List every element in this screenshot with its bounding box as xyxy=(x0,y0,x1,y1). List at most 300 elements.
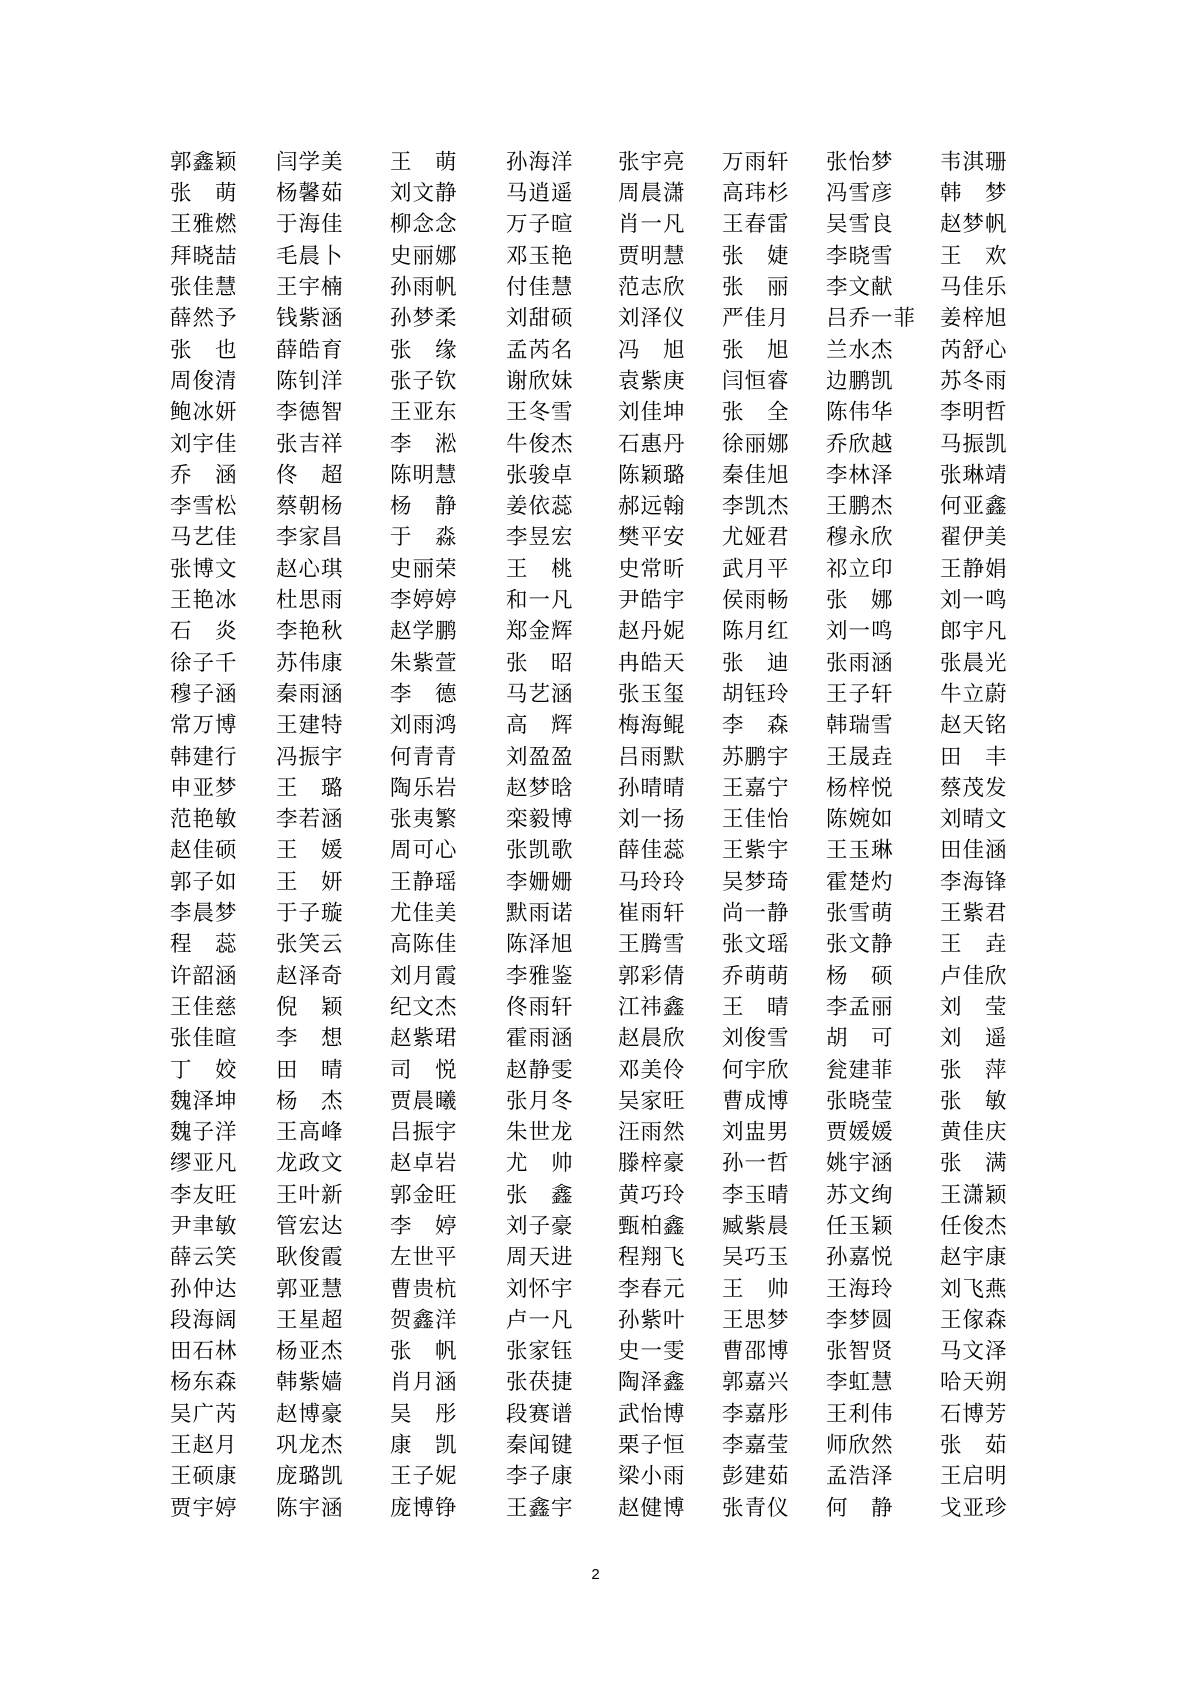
name-entry: 周可心 xyxy=(390,838,458,864)
name-entry: 冯 旭 xyxy=(618,337,686,363)
name-row xyxy=(170,397,1030,428)
name-entry: 王 晴 xyxy=(722,994,790,1020)
name-entry: 刘 莹 xyxy=(940,994,1008,1020)
name-entry: 黄佳庆 xyxy=(940,1120,1008,1146)
name-entry: 卢佳欣 xyxy=(940,963,1008,989)
name-entry: 杜思雨 xyxy=(276,588,344,614)
name-entry: 李友旺 xyxy=(170,1182,238,1208)
name-row xyxy=(170,585,1030,616)
name-entry: 李明哲 xyxy=(940,400,1008,426)
name-entry: 李婷婷 xyxy=(390,588,458,614)
name-entry: 王 萌 xyxy=(390,149,458,175)
name-entry: 张凯歌 xyxy=(506,838,574,864)
name-row xyxy=(170,1336,1030,1367)
name-entry: 牛立蔚 xyxy=(940,681,1008,707)
name-entry: 何青青 xyxy=(390,744,458,770)
name-entry: 张 旭 xyxy=(722,337,790,363)
name-entry: 秦闻键 xyxy=(506,1433,574,1459)
name-entry: 徐丽娜 xyxy=(722,431,790,457)
name-entry: 郭子如 xyxy=(170,869,238,895)
name-row xyxy=(170,773,1030,804)
name-entry: 和一凡 xyxy=(506,588,574,614)
name-entry: 贾媛媛 xyxy=(826,1120,894,1146)
name-entry: 卢一凡 xyxy=(506,1307,574,1333)
name-entry: 栗子恒 xyxy=(618,1433,686,1459)
name-entry: 张文静 xyxy=(826,932,894,958)
name-entry: 孟浩泽 xyxy=(826,1464,894,1490)
name-entry: 刘雨鸿 xyxy=(390,713,458,739)
name-entry: 吕雨默 xyxy=(618,744,686,770)
name-entry: 刘俊雪 xyxy=(722,1026,790,1052)
name-entry: 缪亚凡 xyxy=(170,1151,238,1177)
name-entry: 张 帆 xyxy=(390,1339,458,1365)
name-entry: 胡钰玲 xyxy=(722,681,790,707)
name-entry: 蔡茂发 xyxy=(940,775,1008,801)
name-entry: 穆永欣 xyxy=(826,525,894,551)
name-entry: 尹聿敏 xyxy=(170,1213,238,1239)
name-entry: 张 昭 xyxy=(506,650,574,676)
name-entry: 张博文 xyxy=(170,556,238,582)
name-row xyxy=(170,742,1030,773)
name-entry: 曹邵博 xyxy=(722,1339,790,1365)
name-entry: 杨东森 xyxy=(170,1370,238,1396)
name-entry: 乔萌萌 xyxy=(722,963,790,989)
name-entry: 韩建行 xyxy=(170,744,238,770)
name-entry: 刘一扬 xyxy=(618,807,686,833)
name-entry: 李文献 xyxy=(826,275,894,301)
name-entry: 刘一鸣 xyxy=(826,619,894,645)
name-entry: 张 缘 xyxy=(390,337,458,363)
name-entry: 段赛谱 xyxy=(506,1401,574,1427)
name-entry: 王腾雪 xyxy=(618,932,686,958)
name-entry: 张月冬 xyxy=(506,1088,574,1114)
name-entry: 尤 帅 xyxy=(506,1151,574,1177)
name-entry: 张夷繁 xyxy=(390,807,458,833)
name-row xyxy=(170,961,1030,992)
name-row xyxy=(170,1430,1030,1461)
name-entry: 郝远翰 xyxy=(618,494,686,520)
name-entry: 赵心琪 xyxy=(276,556,344,582)
name-entry: 王 桃 xyxy=(506,556,574,582)
name-entry: 马艺涵 xyxy=(506,681,574,707)
name-entry: 杨梓悦 xyxy=(826,775,894,801)
name-entry: 刘甜硕 xyxy=(506,306,574,332)
name-entry: 马佳乐 xyxy=(940,275,1008,301)
name-entry: 吴雪良 xyxy=(826,212,894,238)
name-entry: 王静瑶 xyxy=(390,869,458,895)
name-row xyxy=(170,241,1030,272)
name-entry: 李春元 xyxy=(618,1276,686,1302)
name-entry: 王春雷 xyxy=(722,212,790,238)
name-entry: 贾宇婷 xyxy=(170,1495,238,1521)
name-entry: 芮舒心 xyxy=(940,337,1008,363)
name-entry: 赵晨欣 xyxy=(618,1026,686,1052)
name-row xyxy=(170,366,1030,397)
name-entry: 周晨潇 xyxy=(618,181,686,207)
name-entry: 陶泽鑫 xyxy=(618,1370,686,1396)
name-entry: 黄巧玲 xyxy=(618,1182,686,1208)
name-entry: 梁小雨 xyxy=(618,1464,686,1490)
name-entry: 兰水杰 xyxy=(826,337,894,363)
name-entry: 李凯杰 xyxy=(722,494,790,520)
name-entry: 王玉琳 xyxy=(826,838,894,864)
name-entry: 魏泽坤 xyxy=(170,1088,238,1114)
name-entry: 王傢森 xyxy=(940,1307,1008,1333)
name-entry: 刘飞燕 xyxy=(940,1276,1008,1302)
name-entry: 张 婕 xyxy=(722,243,790,269)
name-entry: 李 想 xyxy=(276,1026,344,1052)
name-entry: 袁紫庚 xyxy=(618,368,686,394)
name-entry: 王静娟 xyxy=(940,556,1008,582)
name-entry: 汪雨然 xyxy=(618,1120,686,1146)
name-entry: 王亚东 xyxy=(390,400,458,426)
name-entry: 石博芳 xyxy=(940,1401,1008,1427)
name-entry: 李梦圆 xyxy=(826,1307,894,1333)
name-entry: 于 淼 xyxy=(390,525,458,551)
name-entry: 孟芮名 xyxy=(506,337,574,363)
name-entry: 张 迪 xyxy=(722,650,790,676)
name-entry: 程翔飞 xyxy=(618,1245,686,1271)
name-entry: 田佳涵 xyxy=(940,838,1008,864)
name-entry: 李 淞 xyxy=(390,431,458,457)
name-entry: 郭鑫颖 xyxy=(170,149,238,175)
name-entry: 贾明慧 xyxy=(618,243,686,269)
name-row xyxy=(170,460,1030,491)
name-row xyxy=(170,710,1030,741)
name-entry: 郎宇凡 xyxy=(940,619,1008,645)
name-entry: 孙仲达 xyxy=(170,1276,238,1302)
name-entry: 刘子豪 xyxy=(506,1213,574,1239)
page-number: 2 xyxy=(591,1566,600,1583)
name-entry: 吴 彤 xyxy=(390,1401,458,1427)
name-entry: 张佳慧 xyxy=(170,275,238,301)
name-entry: 刘盈盈 xyxy=(506,744,574,770)
name-entry: 薛云笑 xyxy=(170,1245,238,1271)
name-entry: 姚宇涵 xyxy=(826,1151,894,1177)
name-entry: 李雅鉴 xyxy=(506,963,574,989)
name-entry: 韩瑞雪 xyxy=(826,713,894,739)
name-entry: 张晨光 xyxy=(940,650,1008,676)
name-entry: 朱世龙 xyxy=(506,1120,574,1146)
name-entry: 贺鑫洋 xyxy=(390,1307,458,1333)
name-entry: 何宇欣 xyxy=(722,1057,790,1083)
name-entry: 肖一凡 xyxy=(618,212,686,238)
name-entry: 杨 静 xyxy=(390,494,458,520)
name-entry: 赵学鹏 xyxy=(390,619,458,645)
name-entry: 王艳冰 xyxy=(170,588,238,614)
name-row xyxy=(170,178,1030,209)
name-entry: 李林泽 xyxy=(826,462,894,488)
name-entry: 万子暄 xyxy=(506,212,574,238)
name-entry: 苏文绚 xyxy=(826,1182,894,1208)
name-entry: 闫恒睿 xyxy=(722,368,790,394)
name-entry: 赵卓岩 xyxy=(390,1151,458,1177)
name-entry: 孙紫叶 xyxy=(618,1307,686,1333)
name-entry: 韩紫嫱 xyxy=(276,1370,344,1396)
name-entry: 马艺佳 xyxy=(170,525,238,551)
name-row xyxy=(170,1493,1030,1524)
name-entry: 苏伟康 xyxy=(276,650,344,676)
name-entry: 翟伊美 xyxy=(940,525,1008,551)
name-entry: 谢欣妹 xyxy=(506,368,574,394)
name-entry: 张 娜 xyxy=(826,588,894,614)
name-row xyxy=(170,1242,1030,1273)
name-entry: 曹成博 xyxy=(722,1088,790,1114)
name-entry: 司 悦 xyxy=(390,1057,458,1083)
name-entry: 于海佳 xyxy=(276,212,344,238)
name-entry: 范艳敏 xyxy=(170,807,238,833)
name-entry: 王赵月 xyxy=(170,1433,238,1459)
name-entry: 孙晴晴 xyxy=(618,775,686,801)
name-entry: 赵佳硕 xyxy=(170,838,238,864)
name-entry: 庞璐凯 xyxy=(276,1464,344,1490)
name-entry: 吴家旺 xyxy=(618,1088,686,1114)
name-entry: 程 蕊 xyxy=(170,932,238,958)
name-entry: 李海锋 xyxy=(940,869,1008,895)
name-entry: 拜晓喆 xyxy=(170,243,238,269)
name-entry: 史丽荣 xyxy=(390,556,458,582)
name-entry: 王佳怡 xyxy=(722,807,790,833)
name-list xyxy=(170,147,1030,1524)
name-entry: 高玮杉 xyxy=(722,181,790,207)
name-entry: 张茯捷 xyxy=(506,1370,574,1396)
name-entry: 马文泽 xyxy=(940,1339,1008,1365)
name-entry: 钱紫涵 xyxy=(276,306,344,332)
name-entry: 孙梦柔 xyxy=(390,306,458,332)
name-row xyxy=(170,523,1030,554)
name-row xyxy=(170,554,1030,585)
name-entry: 张家钰 xyxy=(506,1339,574,1365)
name-entry: 胡 可 xyxy=(826,1026,894,1052)
name-entry: 崔雨轩 xyxy=(618,901,686,927)
name-row xyxy=(170,648,1030,679)
name-entry: 何 静 xyxy=(826,1495,894,1521)
name-row xyxy=(170,1461,1030,1492)
name-entry: 孙雨帆 xyxy=(390,275,458,301)
name-entry: 庞博铮 xyxy=(390,1495,458,1521)
name-entry: 马振凯 xyxy=(940,431,1008,457)
name-entry: 李艳秋 xyxy=(276,619,344,645)
name-entry: 尹皓宇 xyxy=(618,588,686,614)
name-entry: 闫学美 xyxy=(276,149,344,175)
name-entry: 滕梓豪 xyxy=(618,1151,686,1177)
name-entry: 王 垚 xyxy=(940,932,1008,958)
name-entry: 常万博 xyxy=(170,713,238,739)
name-entry: 张 满 xyxy=(940,1151,1008,1177)
name-entry: 郑金辉 xyxy=(506,619,574,645)
name-entry: 张吉祥 xyxy=(276,431,344,457)
name-entry: 许韶涵 xyxy=(170,963,238,989)
name-entry: 史一雯 xyxy=(618,1339,686,1365)
name-entry: 李虹慧 xyxy=(826,1370,894,1396)
name-entry: 冯振宇 xyxy=(276,744,344,770)
name-entry: 张笑云 xyxy=(276,932,344,958)
name-entry: 哈天朔 xyxy=(940,1370,1008,1396)
name-entry: 陈钊洋 xyxy=(276,368,344,394)
name-entry: 任俊杰 xyxy=(940,1213,1008,1239)
name-entry: 陶乐岩 xyxy=(390,775,458,801)
name-entry: 孙嘉悦 xyxy=(826,1245,894,1271)
name-entry: 赵紫珺 xyxy=(390,1026,458,1052)
name-entry: 李若涵 xyxy=(276,807,344,833)
name-entry: 张 鑫 xyxy=(506,1182,574,1208)
name-entry: 王潇颖 xyxy=(940,1182,1008,1208)
name-entry: 李嘉彤 xyxy=(722,1401,790,1427)
name-entry: 张 丽 xyxy=(722,275,790,301)
name-entry: 何亚鑫 xyxy=(940,494,1008,520)
name-entry: 管宏达 xyxy=(276,1213,344,1239)
name-entry: 武月平 xyxy=(722,556,790,582)
name-entry: 杨亚杰 xyxy=(276,1339,344,1365)
name-entry: 彭建茹 xyxy=(722,1464,790,1490)
name-entry: 吴广芮 xyxy=(170,1401,238,1427)
name-entry: 周天进 xyxy=(506,1245,574,1271)
name-entry: 王晟垚 xyxy=(826,744,894,770)
name-entry: 王 欢 xyxy=(940,243,1008,269)
name-entry: 刘晴文 xyxy=(940,807,1008,833)
name-entry: 吕乔一菲 xyxy=(826,306,917,332)
name-entry: 马逍遥 xyxy=(506,181,574,207)
name-entry: 武怡博 xyxy=(618,1401,686,1427)
name-entry: 薛然予 xyxy=(170,306,238,332)
name-entry: 瓮建菲 xyxy=(826,1057,894,1083)
name-entry: 李 森 xyxy=(722,713,790,739)
name-entry: 李 德 xyxy=(390,681,458,707)
name-entry: 张文瑶 xyxy=(722,932,790,958)
name-entry: 江祎鑫 xyxy=(618,994,686,1020)
name-row xyxy=(170,804,1030,835)
name-entry: 王紫宇 xyxy=(722,838,790,864)
name-entry: 冉皓天 xyxy=(618,650,686,676)
name-entry: 刘怀宇 xyxy=(506,1276,574,1302)
name-entry: 赵泽奇 xyxy=(276,963,344,989)
name-entry: 陈明慧 xyxy=(390,462,458,488)
name-entry: 刘一鸣 xyxy=(940,588,1008,614)
name-entry: 康 凯 xyxy=(390,1433,458,1459)
name-entry: 张 茹 xyxy=(940,1433,1008,1459)
name-entry: 尤娅君 xyxy=(722,525,790,551)
name-entry: 臧紫晨 xyxy=(722,1213,790,1239)
name-entry: 陈泽旭 xyxy=(506,932,574,958)
name-entry: 田 晴 xyxy=(276,1057,344,1083)
name-entry: 吕振宇 xyxy=(390,1120,458,1146)
name-row xyxy=(170,147,1030,178)
name-entry: 赵静雯 xyxy=(506,1057,574,1083)
name-entry: 赵梦帆 xyxy=(940,212,1008,238)
name-entry: 左世平 xyxy=(390,1245,458,1271)
name-entry: 王嘉宁 xyxy=(722,775,790,801)
name-row xyxy=(170,1086,1030,1117)
name-entry: 侯雨畅 xyxy=(722,588,790,614)
name-entry: 于子璇 xyxy=(276,901,344,927)
name-entry: 杨馨茹 xyxy=(276,181,344,207)
name-entry: 张 萌 xyxy=(170,181,238,207)
name-entry: 赵博豪 xyxy=(276,1401,344,1427)
name-entry: 史丽娜 xyxy=(390,243,458,269)
name-row xyxy=(170,335,1030,366)
name-entry: 周俊清 xyxy=(170,368,238,394)
name-entry: 王宇楠 xyxy=(276,275,344,301)
name-entry: 李晨梦 xyxy=(170,901,238,927)
name-entry: 吴巧玉 xyxy=(722,1245,790,1271)
name-entry: 鲍冰妍 xyxy=(170,400,238,426)
name-entry: 王紫君 xyxy=(940,901,1008,927)
name-entry: 高 辉 xyxy=(506,713,574,739)
name-entry: 陈婉如 xyxy=(826,807,894,833)
name-entry: 乔欣越 xyxy=(826,431,894,457)
name-entry: 曹贵杭 xyxy=(390,1276,458,1302)
name-entry: 刘月霞 xyxy=(390,963,458,989)
name-entry: 段海阔 xyxy=(170,1307,238,1333)
name-entry: 戈亚珍 xyxy=(940,1495,1008,1521)
name-row xyxy=(170,679,1030,710)
name-entry: 田石林 xyxy=(170,1339,238,1365)
name-entry: 李家昌 xyxy=(276,525,344,551)
name-row xyxy=(170,1305,1030,1336)
name-entry: 张 萍 xyxy=(940,1057,1008,1083)
name-entry: 王高峰 xyxy=(276,1120,344,1146)
name-entry: 韩 梦 xyxy=(940,181,1008,207)
name-entry: 付佳慧 xyxy=(506,275,574,301)
name-entry: 苏鹏宇 xyxy=(722,744,790,770)
name-entry: 王子妮 xyxy=(390,1464,458,1490)
name-entry: 魏子洋 xyxy=(170,1120,238,1146)
name-entry: 乔 涵 xyxy=(170,462,238,488)
name-entry: 王鑫宇 xyxy=(506,1495,574,1521)
name-entry: 李昱宏 xyxy=(506,525,574,551)
name-entry: 王 妍 xyxy=(276,869,344,895)
name-entry: 秦佳旭 xyxy=(722,462,790,488)
name-entry: 陈颖璐 xyxy=(618,462,686,488)
name-entry: 王硕康 xyxy=(170,1464,238,1490)
name-entry: 张子钦 xyxy=(390,368,458,394)
name-entry: 毛晨卜 xyxy=(276,243,344,269)
name-entry: 万雨轩 xyxy=(722,149,790,175)
name-row xyxy=(170,836,1030,867)
name-entry: 张怡梦 xyxy=(826,149,894,175)
name-entry: 牛俊杰 xyxy=(506,431,574,457)
name-entry: 郭彩倩 xyxy=(618,963,686,989)
name-entry: 杨 杰 xyxy=(276,1088,344,1114)
name-entry: 默雨诺 xyxy=(506,901,574,927)
name-entry: 韦淇珊 xyxy=(940,149,1008,175)
name-entry: 纪文杰 xyxy=(390,994,458,1020)
name-entry: 赵丹妮 xyxy=(618,619,686,645)
name-entry: 王海玲 xyxy=(826,1276,894,1302)
name-entry: 张 全 xyxy=(722,400,790,426)
name-entry: 朱紫萱 xyxy=(390,650,458,676)
name-row xyxy=(170,1180,1030,1211)
name-entry: 李 婷 xyxy=(390,1213,458,1239)
name-row xyxy=(170,1399,1030,1430)
name-entry: 张 敏 xyxy=(940,1088,1008,1114)
name-entry: 郭金旺 xyxy=(390,1182,458,1208)
name-entry: 孙一哲 xyxy=(722,1151,790,1177)
name-entry: 佟 超 xyxy=(276,462,344,488)
name-entry: 郭亚慧 xyxy=(276,1276,344,1302)
name-entry: 王冬雪 xyxy=(506,400,574,426)
name-entry: 贾晨曦 xyxy=(390,1088,458,1114)
name-entry: 陈宇涵 xyxy=(276,1495,344,1521)
name-entry: 薛佳蕊 xyxy=(618,838,686,864)
name-entry: 陈伟华 xyxy=(826,400,894,426)
name-entry: 边鹏凯 xyxy=(826,368,894,394)
name-entry: 邓玉艳 xyxy=(506,243,574,269)
name-entry: 赵天铭 xyxy=(940,713,1008,739)
name-entry: 邓美伶 xyxy=(618,1057,686,1083)
name-entry: 王启明 xyxy=(940,1464,1008,1490)
name-entry: 张玉玺 xyxy=(618,681,686,707)
